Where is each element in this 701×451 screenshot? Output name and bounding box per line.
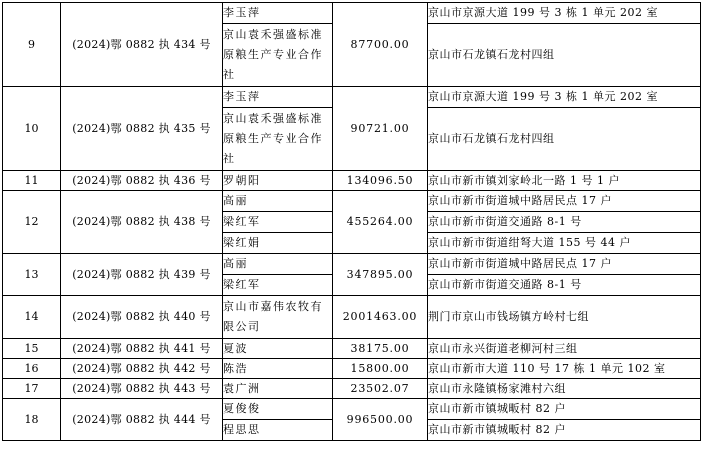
case-number: (2024)鄂 0882 执 435 号 [61, 87, 223, 171]
party-address: 京山市新市镇城畈村 82 户 [428, 399, 701, 420]
table-row [3, 339, 701, 359]
amount-value: 15800.00 [333, 359, 428, 379]
party-address: 京山市新市街道城中路居民点 17 户 [428, 254, 701, 275]
amount-value: 347895.00 [333, 254, 428, 296]
party-address: 京山市新市街道交通路 8-1 号 [428, 275, 701, 296]
party-address: 京山市永兴街道老柳河村三组 [428, 339, 701, 359]
row-number: 9 [3, 3, 61, 87]
party-name: 李玉萍 [223, 87, 333, 108]
case-table [2, 2, 701, 441]
table-row [3, 379, 701, 399]
party-address: 京山市新市街道绀弩大道 155 号 44 户 [428, 233, 701, 254]
row-number: 11 [3, 171, 61, 191]
row-number: 10 [3, 87, 61, 171]
row-number: 15 [3, 339, 61, 359]
case-number: (2024)鄂 0882 执 434 号 [61, 3, 223, 87]
party-name: 京山市嘉伟农牧有限公司 [223, 296, 333, 339]
amount-value: 134096.50 [333, 171, 428, 191]
table-row [3, 191, 701, 212]
party-name: 梁红军 [223, 212, 333, 233]
row-number: 13 [3, 254, 61, 296]
table-row [3, 399, 701, 420]
table-row [3, 3, 701, 24]
case-number: (2024)鄂 0882 执 441 号 [61, 339, 223, 359]
party-address: 京山市新市镇刘家岭北一路 1 号 1 户 [428, 171, 701, 191]
party-name: 京山袁禾强盛标准原粮生产专业合作社 [223, 24, 333, 87]
case-number: (2024)鄂 0882 执 444 号 [61, 399, 223, 441]
amount-value: 2001463.00 [333, 296, 428, 339]
party-name: 程思思 [223, 420, 333, 441]
party-name: 梁红军 [223, 275, 333, 296]
row-number: 16 [3, 359, 61, 379]
table-row [3, 87, 701, 108]
party-name: 袁广洲 [223, 379, 333, 399]
party-address: 京山市新市街道交通路 8-1 号 [428, 212, 701, 233]
party-address: 京山市石龙镇石龙村四组 [428, 24, 701, 87]
party-name: 夏波 [223, 339, 333, 359]
party-address: 京山市新市镇城畈村 82 户 [428, 420, 701, 441]
case-number: (2024)鄂 0882 执 440 号 [61, 296, 223, 339]
amount-value: 455264.00 [333, 191, 428, 254]
row-number: 17 [3, 379, 61, 399]
party-name: 高丽 [223, 191, 333, 212]
row-number: 14 [3, 296, 61, 339]
party-address: 京山市石龙镇石龙村四组 [428, 108, 701, 171]
amount-value: 23502.07 [333, 379, 428, 399]
party-name: 罗朝阳 [223, 171, 333, 191]
party-address: 京山市永隆镇杨家滩村六组 [428, 379, 701, 399]
table-row [3, 254, 701, 275]
case-number: (2024)鄂 0882 执 436 号 [61, 171, 223, 191]
party-address: 京山市京源大道 199 号 3 栋 1 单元 202 室 [428, 87, 701, 108]
case-number: (2024)鄂 0882 执 443 号 [61, 379, 223, 399]
party-address: 荆门市京山市钱场镇方岭村七组 [428, 296, 701, 339]
party-name: 陈浩 [223, 359, 333, 379]
table-row [3, 171, 701, 191]
case-number: (2024)鄂 0882 执 438 号 [61, 191, 223, 254]
row-number: 12 [3, 191, 61, 254]
party-name: 李玉萍 [223, 3, 333, 24]
party-name: 梁红娟 [223, 233, 333, 254]
case-number: (2024)鄂 0882 执 442 号 [61, 359, 223, 379]
case-number: (2024)鄂 0882 执 439 号 [61, 254, 223, 296]
party-address: 京山市新市大道 110 号 17 栋 1 单元 102 室 [428, 359, 701, 379]
row-number: 18 [3, 399, 61, 441]
party-name: 高丽 [223, 254, 333, 275]
amount-value: 38175.00 [333, 339, 428, 359]
party-name: 夏俊俊 [223, 399, 333, 420]
amount-value: 90721.00 [333, 87, 428, 171]
party-name: 京山袁禾强盛标准原粮生产专业合作社 [223, 108, 333, 171]
table-row [3, 359, 701, 379]
amount-value: 996500.00 [333, 399, 428, 441]
amount-value: 87700.00 [333, 3, 428, 87]
party-address: 京山市新市街道城中路居民点 17 户 [428, 191, 701, 212]
party-address: 京山市京源大道 199 号 3 栋 1 单元 202 室 [428, 3, 701, 24]
